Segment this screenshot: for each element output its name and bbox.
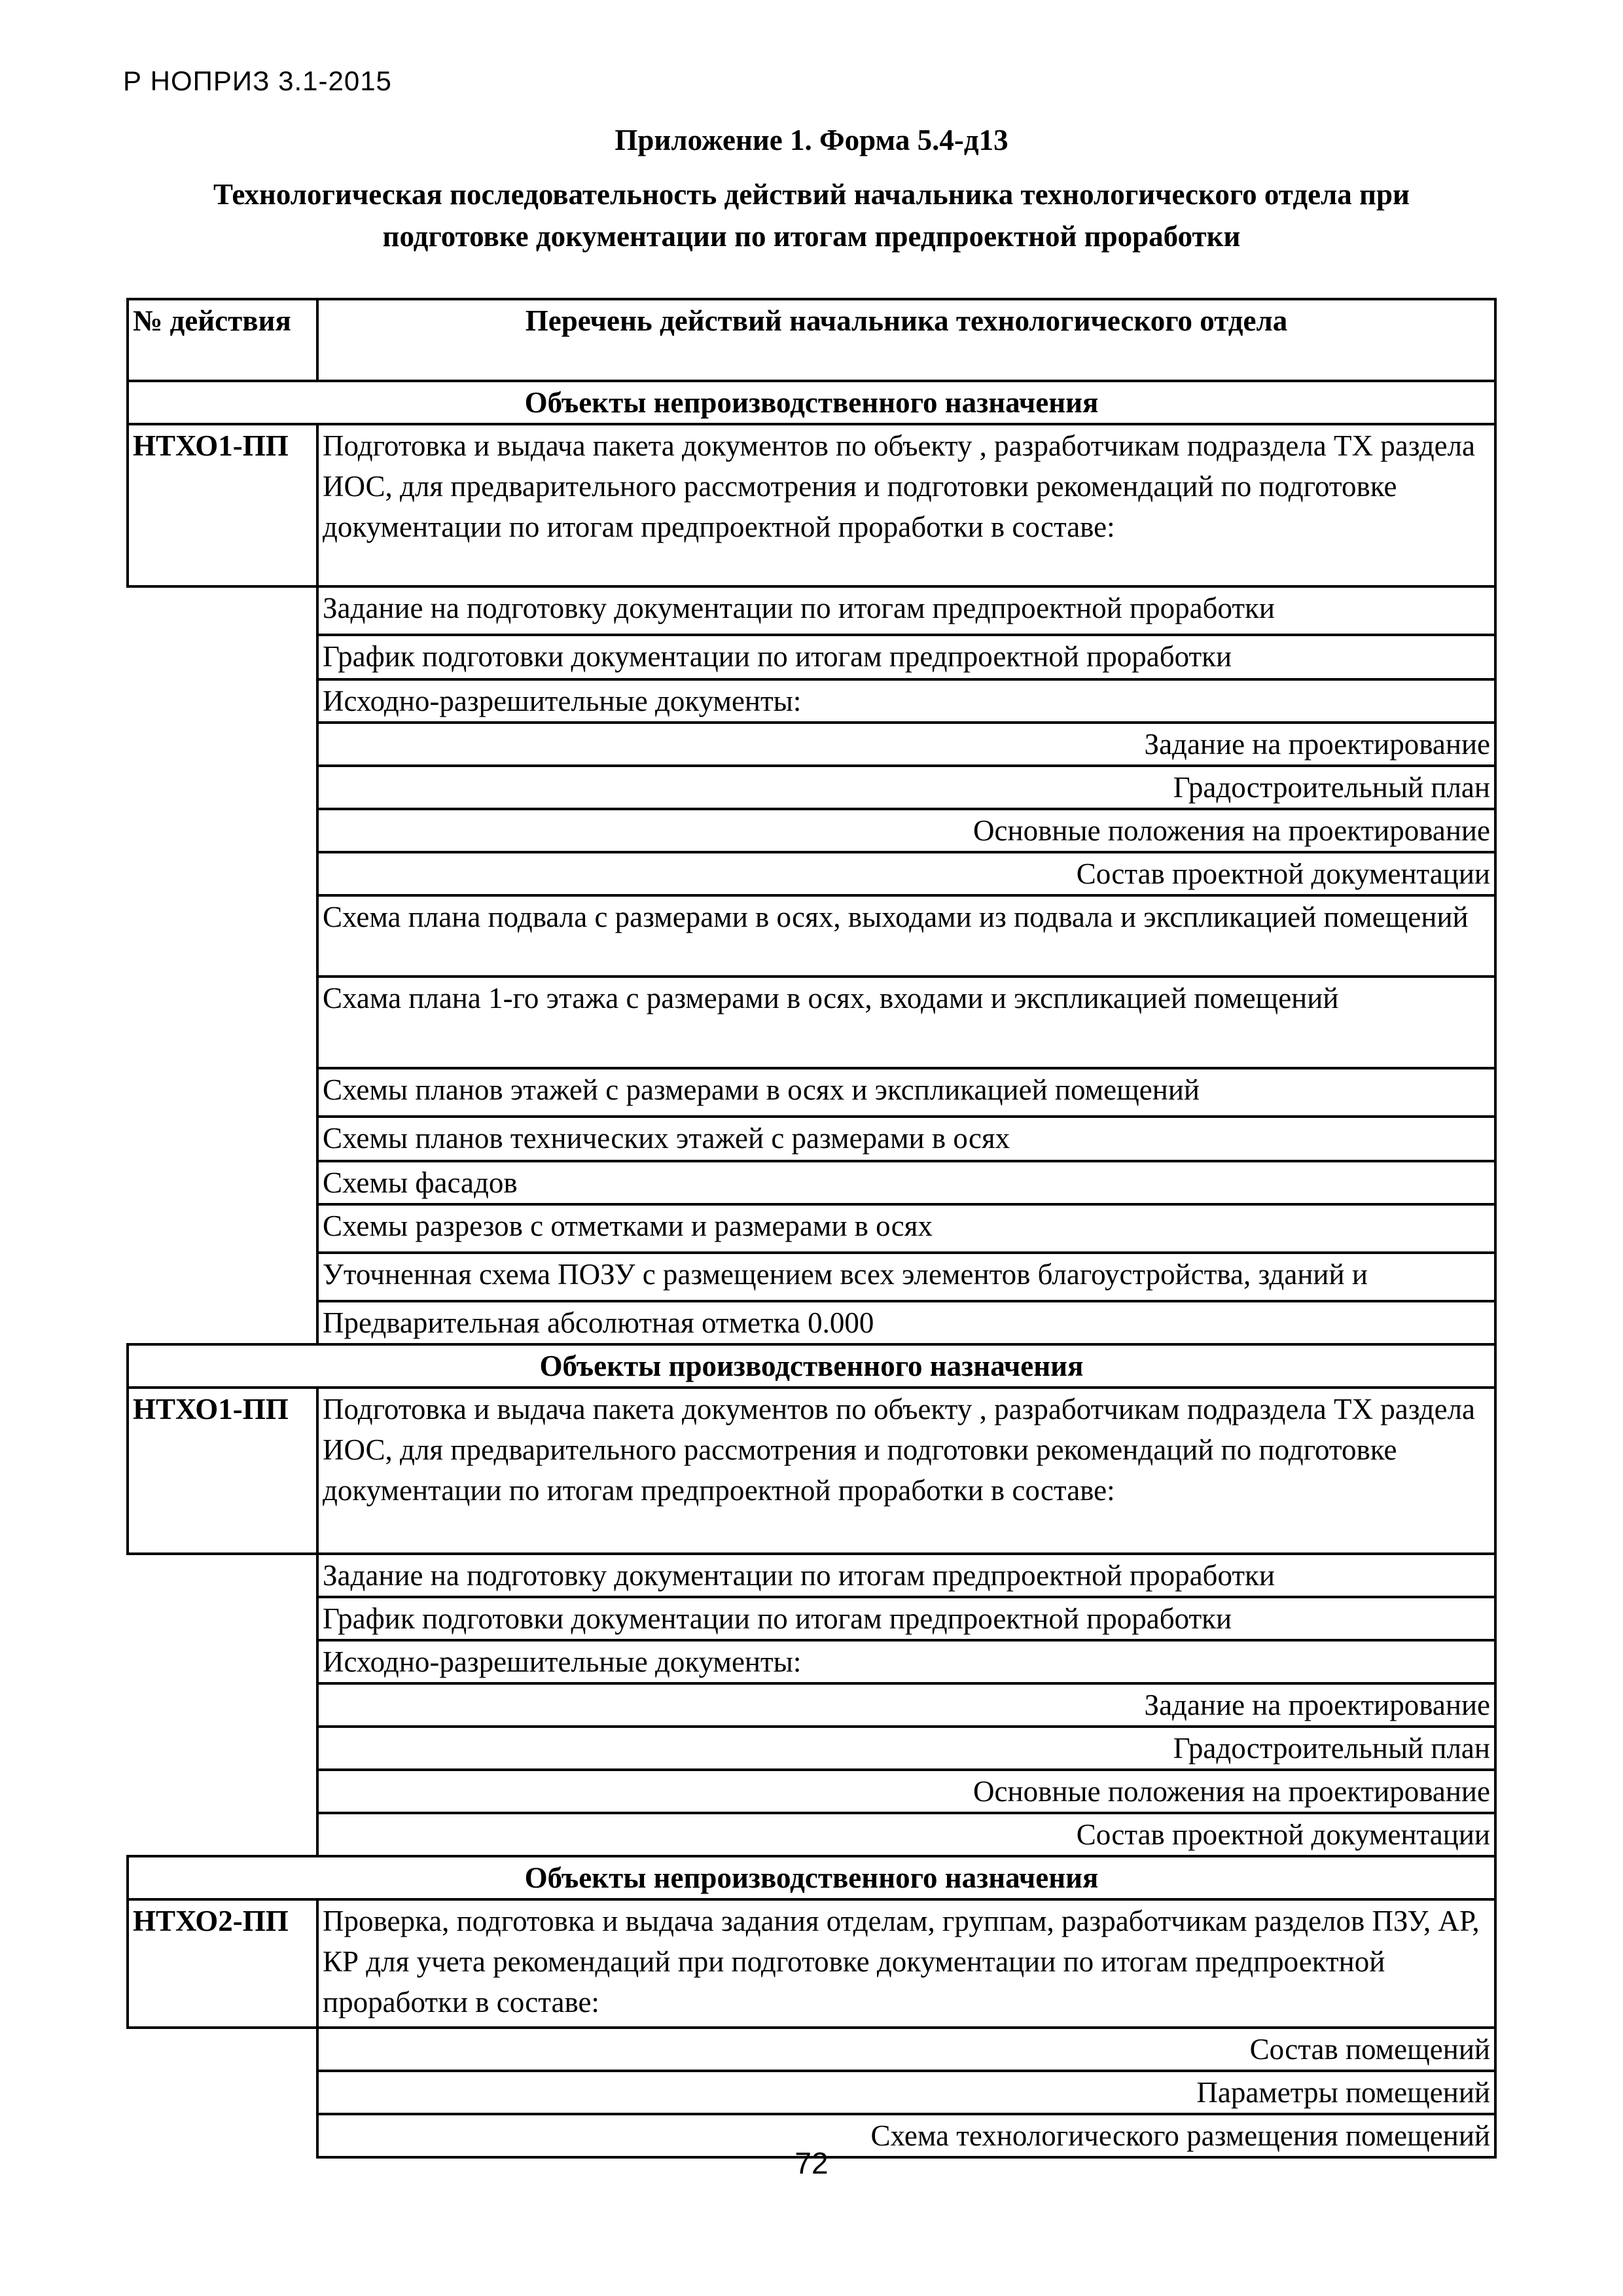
section-row [128, 381, 1495, 424]
sub-list-item: Основные положения на проектирование [317, 809, 1495, 852]
table-row [128, 1301, 1495, 1344]
action-code: НТХО1-ПП [128, 1388, 317, 1554]
list-item: Схемы фасадов [317, 1161, 1495, 1204]
document-code: Р НОПРИЗ 3.1-2015 [123, 65, 392, 96]
table-row [128, 723, 1495, 766]
action-description: Подготовка и выдача пакета документов по объекту , разработчикам подраздела ТХ раздела ИОС, для предварительного рассмотрения и подготовки рекомендаций по подготовке документации по итогам предпроектной проработки в составе: [317, 1388, 1495, 1554]
list-item: Предварительная абсолютная отметка 0.000 [317, 1301, 1495, 1344]
sub-list-item: Состав помещений [317, 2028, 1495, 2071]
table-row [128, 586, 1495, 635]
list-item: Схема плана подвала с размерами в осях, выходами из подвала и экспликацией помещений [317, 895, 1495, 977]
list-item: Схемы разрезов с отметками и размерами в осях [317, 1204, 1495, 1253]
list-item: График подготовки документации по итогам предпроектной проработки [317, 635, 1495, 679]
list-item: Схама плана 1-го этажа с размерами в осях, входами и экспликацией помещений [317, 977, 1495, 1068]
table-row [128, 1068, 1495, 1117]
list-item: Исходно-разрешительные документы: [317, 1640, 1495, 1683]
table-row [128, 1813, 1495, 1856]
table-row [128, 2028, 1495, 2071]
action-code: НТХО2-ПП [128, 1899, 317, 2028]
actions-table [126, 298, 1497, 2159]
list-item: Уточненная схема ПОЗУ с размещением всех элементов благоустройства, зданий и [317, 1253, 1495, 1301]
section-title: Объекты производственного назначения [128, 1344, 1495, 1388]
sub-list-item: Градостроительный план [317, 766, 1495, 809]
sub-list-item: Параметры помещений [317, 2071, 1495, 2114]
table-row [128, 1899, 1495, 2028]
section-row [128, 1344, 1495, 1388]
section-title: Объекты непроизводственного назначения [128, 1856, 1495, 1899]
sub-list-item: Состав проектной документации [317, 1813, 1495, 1856]
action-code: НТХО1-ПП [128, 424, 317, 586]
table-row [128, 2071, 1495, 2114]
table-row [128, 1770, 1495, 1813]
table-row [128, 852, 1495, 895]
table-header-row [128, 299, 1495, 381]
table-row [128, 1683, 1495, 1727]
section-row [128, 1856, 1495, 1899]
table-row [128, 635, 1495, 679]
sub-list-item: Задание на проектирование [317, 1683, 1495, 1727]
table-row [128, 1161, 1495, 1204]
list-item: Схемы планов этажей с размерами в осях и экспликацией помещений [317, 1068, 1495, 1117]
document-title [98, 173, 1525, 257]
table-row [128, 424, 1495, 586]
sub-list-item: Основные положения на проектирование [317, 1770, 1495, 1813]
list-item: Схемы планов технических этажей с размерами в осях [317, 1117, 1495, 1161]
table-row [128, 1204, 1495, 1253]
table-row [128, 1597, 1495, 1640]
table-row [128, 766, 1495, 809]
sub-list-item: Градостроительный план [317, 1727, 1495, 1770]
sub-list-item: Состав проектной документации [317, 852, 1495, 895]
document-title-line-2: подготовке документации по итогам предпроектной проработки [382, 220, 1241, 253]
column-header-actions: Перечень действий начальника технологического отдела [317, 299, 1495, 381]
table-row [128, 1388, 1495, 1554]
table-row [128, 1253, 1495, 1301]
list-item: Задание на подготовку документации по итогам предпроектной проработки [317, 586, 1495, 635]
table-row [128, 1640, 1495, 1683]
list-item: График подготовки документации по итогам предпроектной проработки [317, 1597, 1495, 1640]
sub-list-item: Задание на проектирование [317, 723, 1495, 766]
table-row [128, 977, 1495, 1068]
table-row [128, 895, 1495, 977]
table-row [128, 809, 1495, 852]
list-item: Исходно-разрешительные документы: [317, 679, 1495, 723]
appendix-title: Приложение 1. Форма 5.4-д13 [615, 124, 1008, 156]
table-row [128, 1554, 1495, 1597]
page-number: 72 [794, 2146, 829, 2180]
table-row [128, 679, 1495, 723]
document-title-line-1: Технологическая последовательность действий начальника технологического отдела при [213, 178, 1410, 211]
table-row [128, 1117, 1495, 1161]
table-row [128, 1727, 1495, 1770]
action-description: Подготовка и выдача пакета документов по объекту , разработчикам подраздела ТХ раздела ИОС, для предварительного рассмотрения и подготовки рекомендаций по подготовке документации по итогам предпроектной проработки в составе: [317, 424, 1495, 586]
section-title: Объекты непроизводственного назначения [128, 381, 1495, 424]
sub-list-item: Схема технологического размещения помещений [317, 2114, 1495, 2157]
column-header-number: № действия [128, 299, 317, 381]
list-item: Задание на подготовку документации по итогам предпроектной проработки [317, 1554, 1495, 1597]
action-description: Проверка, подготовка и выдача задания отделам, группам, разработчикам разделов ПЗУ, АР, КР для учета рекомендаций при подготовке документации по итогам предпроектной проработки в составе: [317, 1899, 1495, 2028]
